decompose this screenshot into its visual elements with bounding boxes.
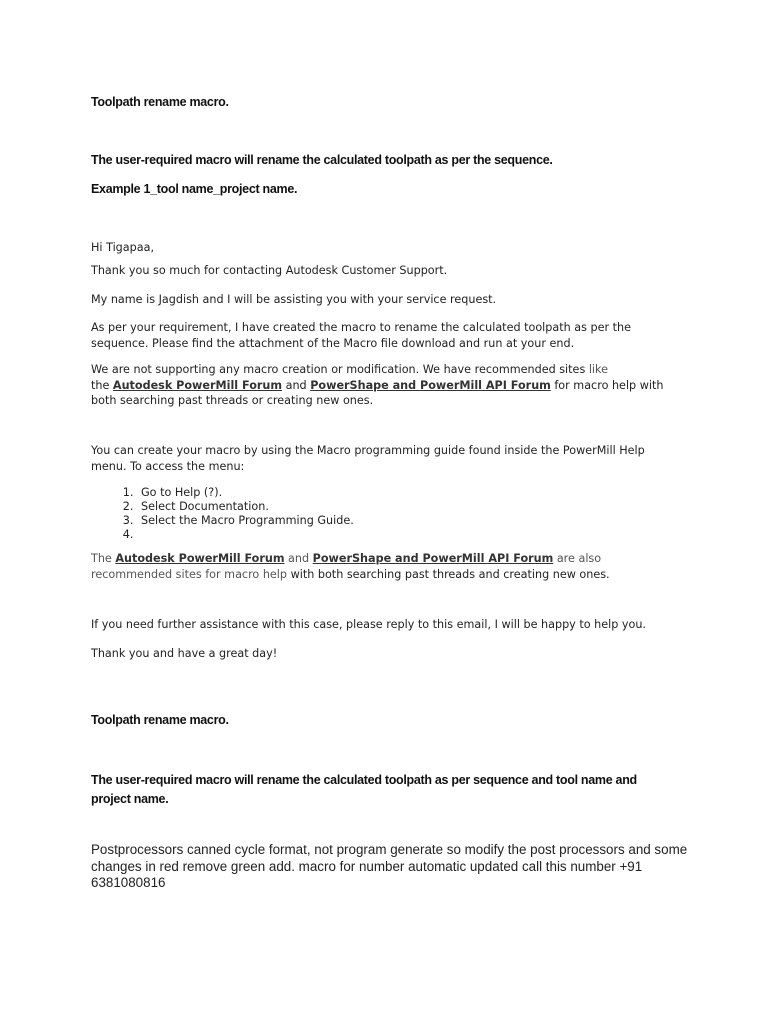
heading-example: Example 1_tool name_project name.	[91, 182, 298, 196]
name-line: My name is Jagdish and I will be assisting you with your service request.	[91, 293, 497, 306]
support-text-1: We are not supporting any macro creation or modification. We have recommended sites	[91, 363, 589, 376]
steps-list	[91, 486, 354, 542]
step-item: 1. Go to Help (?).	[137, 486, 354, 500]
step-item: 2. Select Documentation.	[137, 500, 354, 514]
assist-line: If you need further assistance with this case, please reply to this email, I will be happy to help you.	[91, 618, 646, 631]
support-the: the	[91, 378, 113, 392]
greeting: Hi Tigapaa,	[91, 241, 155, 254]
forum-also: are also	[553, 552, 602, 565]
heading-user-required-macro: The user-required macro will rename the calculated toolpath as per the sequence.	[91, 153, 553, 167]
guide-paragraph: You can create your macro by using the Macro programming guide found inside the PowerMill Help menu. To access the menu:	[91, 444, 645, 473]
forum-recommended: recommended sites for macro help	[91, 567, 288, 581]
heading-user-required-macro-2: The user-required macro will rename the calculated toolpath as per sequence and tool name and project name.	[91, 773, 637, 806]
forum-recommended-rest: with both searching past threads and creating new ones.	[287, 567, 610, 581]
powershape-api-forum-link[interactable]: PowerShape and PowerMill API Forum	[310, 378, 551, 392]
forum-and: and	[284, 552, 313, 565]
support-like: like	[588, 363, 609, 376]
step-item: 3. Select the Macro Programming Guide.	[137, 514, 354, 528]
support-and: and	[282, 378, 311, 392]
heading-toolpath-rename-2: Toolpath rename macro.	[91, 713, 229, 727]
autodesk-powermill-forum-link[interactable]: Autodesk PowerMill Forum	[112, 378, 283, 392]
step-item	[137, 528, 354, 542]
support-paragraph	[91, 362, 691, 409]
heading-toolpath-rename: Toolpath rename macro.	[91, 95, 229, 109]
requirement-paragraph: As per your requirement, I have created the macro to rename the calculated toolpath as per the sequence. Please find the attachment of the Macro file download and run at your end.	[91, 321, 632, 350]
thanks-line: Thank you so much for contacting Autodesk Customer Support.	[91, 264, 448, 277]
powershape-api-forum-link-2[interactable]: PowerShape and PowerMill API Forum	[312, 552, 554, 565]
forum-the: The	[91, 552, 116, 565]
support-text-2: for macro help with both searching past threads or creating new ones.	[91, 378, 664, 407]
postprocessor-paragraph: Postprocessors canned cycle format, not program generate so modify the post processors and some changes in red remove green add. macro for number automatic updated call this number +91 6381080816	[91, 842, 688, 890]
autodesk-powermill-forum-link-2[interactable]: Autodesk PowerMill Forum	[115, 552, 285, 565]
closing-line: Thank you and have a great day!	[91, 647, 278, 660]
forum-paragraph	[91, 551, 691, 582]
